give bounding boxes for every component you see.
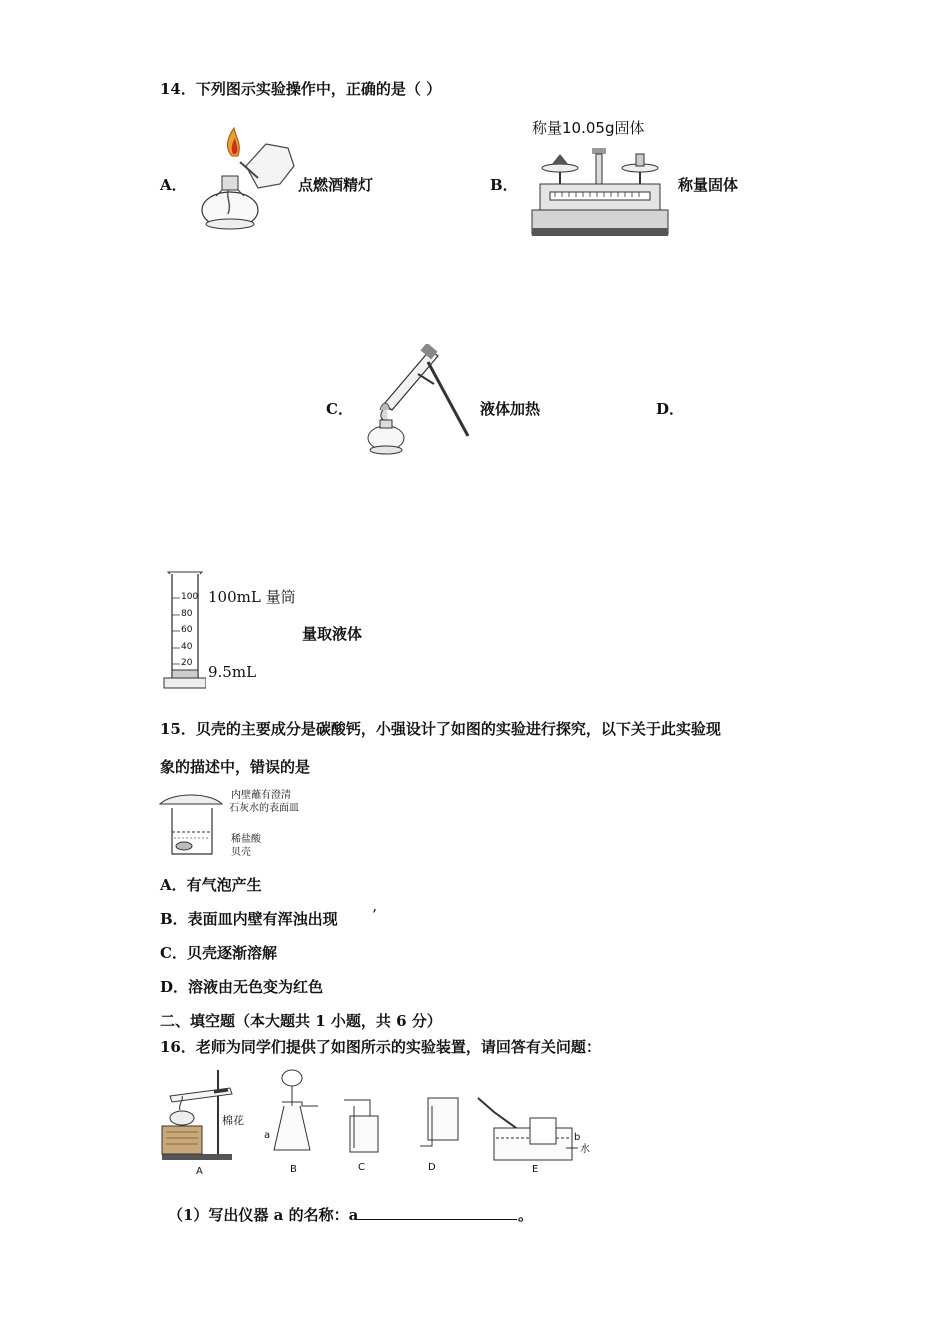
app-label-d: D bbox=[428, 1162, 436, 1173]
liquid-heating-figure bbox=[358, 344, 478, 456]
cotton-label: 棉花 bbox=[222, 1114, 244, 1127]
water-label: 水 bbox=[580, 1144, 590, 1155]
label-a: a bbox=[264, 1130, 271, 1141]
q14-option-c-label: C． bbox=[326, 400, 353, 418]
cylinder-top-label: 100mL 量筒 bbox=[208, 588, 296, 606]
balance-figure bbox=[530, 138, 670, 238]
q15-option-d: D．溶液由无色变为红色 bbox=[160, 978, 324, 996]
cylinder-bottom-label: 9.5mL bbox=[208, 663, 257, 681]
fig-label-shell: 贝壳 bbox=[231, 847, 251, 858]
cyl-tick: 80 bbox=[181, 609, 193, 619]
q15-option-b: B．表面皿内壁有浑浊出现 bbox=[160, 910, 338, 928]
balance-caption: 称量10.05g固体 bbox=[532, 119, 645, 137]
label-b: b bbox=[574, 1132, 581, 1143]
fig-label-dish-1: 内壁蘸有澄清 bbox=[231, 790, 291, 801]
q15-option-b-mark: ’ bbox=[372, 906, 377, 924]
cyl-tick: 20 bbox=[181, 658, 193, 668]
q16-stem: 16．老师为同学们提供了如图所示的实验装置，请回答有关问题： bbox=[160, 1038, 601, 1056]
q14-option-b-text: 称量固体 bbox=[678, 176, 739, 194]
q14-option-b-label: B． bbox=[490, 176, 518, 194]
q14-option-d-label: D． bbox=[656, 400, 685, 418]
q14-option-a-text: 点燃酒精灯 bbox=[298, 176, 374, 194]
q14-option-c-text: 液体加热 bbox=[480, 400, 541, 418]
cyl-tick: 40 bbox=[181, 642, 193, 652]
q15-option-a: A．有气泡产生 bbox=[160, 876, 262, 894]
q15-stem-line2: 象的描述中，错误的是 bbox=[160, 758, 311, 776]
q14-option-a-label: A． bbox=[160, 176, 187, 194]
q15-stem-line1: 15．贝壳的主要成分是碳酸钙，小强设计了如图的实验进行探究，以下关于此实验现 bbox=[160, 720, 721, 738]
shell-experiment-figure bbox=[158, 786, 228, 858]
alcohol-lamp-lighting-figure bbox=[196, 126, 296, 232]
cyl-tick: 60 bbox=[181, 625, 193, 635]
app-label-a: A bbox=[196, 1166, 203, 1177]
answer-blank[interactable] bbox=[357, 1218, 517, 1220]
section-title: 二、填空题（本大题共 1 小题，共 6 分） bbox=[160, 1012, 442, 1030]
q14-option-d-text: 量取液体 bbox=[302, 625, 363, 643]
q16-sub1-prefix: （1）写出仪器 a 的名称：a bbox=[168, 1206, 359, 1224]
fig-label-acid: 稀盐酸 bbox=[231, 834, 261, 845]
app-label-c: C bbox=[358, 1162, 365, 1173]
apparatus-figure bbox=[158, 1066, 598, 1182]
q14-stem: 14．下列图示实验操作中，正确的是（ ） bbox=[160, 80, 442, 98]
app-label-b: B bbox=[290, 1164, 297, 1175]
q16-sub1-suffix: 。 bbox=[518, 1206, 534, 1224]
cyl-tick: 100 bbox=[181, 592, 199, 602]
q15-option-c: C．贝壳逐渐溶解 bbox=[160, 944, 277, 962]
app-label-e: E bbox=[532, 1164, 539, 1175]
fig-label-dish-2: 石灰水的表面皿 bbox=[229, 803, 299, 814]
